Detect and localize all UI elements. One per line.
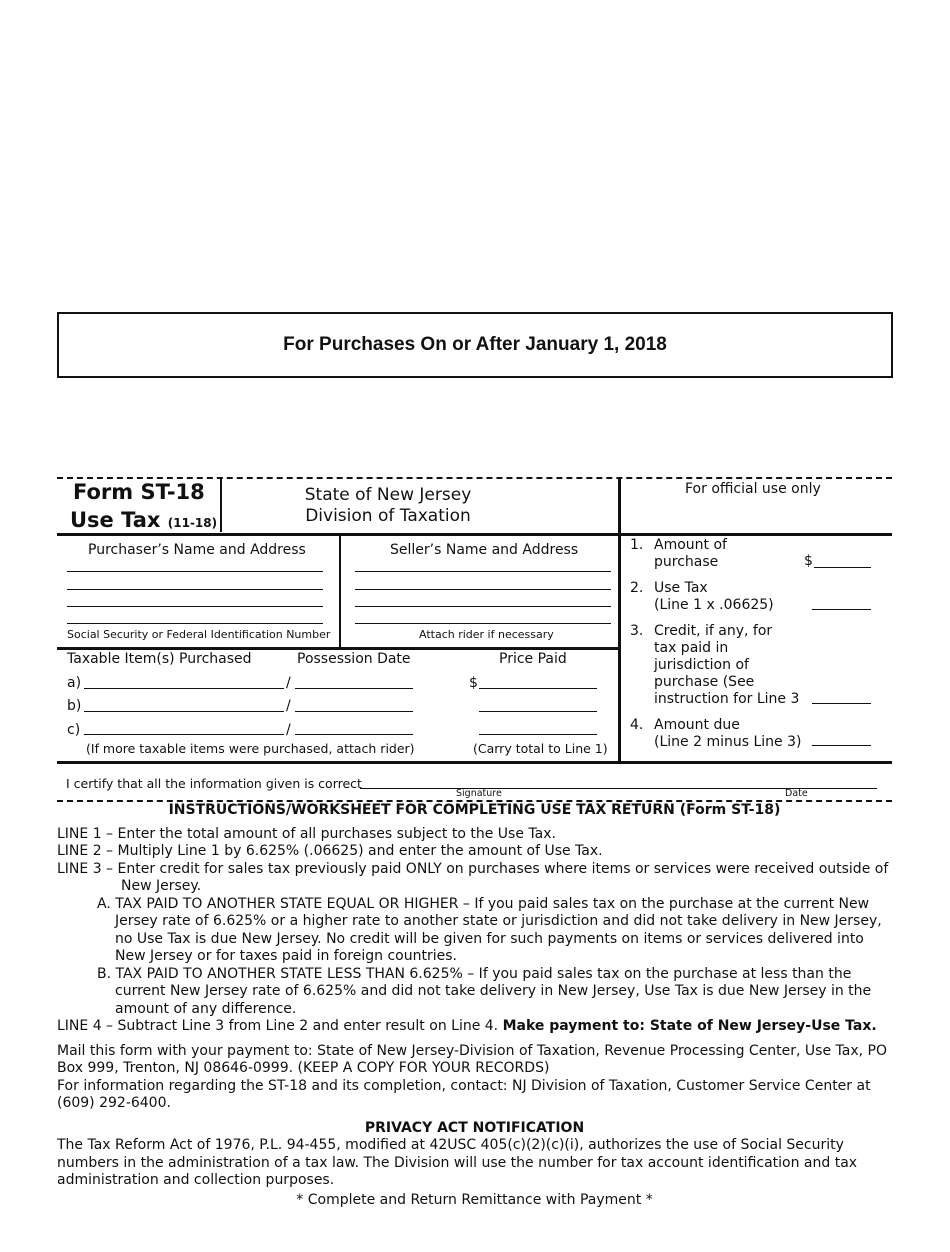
purchaser-line-2[interactable] [67,589,323,590]
price-dollar-sign: $ [469,675,478,691]
line-1-label [654,537,727,571]
item-row-b-label: b) [67,698,82,714]
ssn-field[interactable] [67,623,323,624]
price-a-field[interactable] [479,688,597,689]
official-use-label: For official use only [685,481,821,497]
item-b-field[interactable] [84,711,284,712]
remittance-footer: * Complete and Return Remittance with Payment * [296,1191,653,1208]
line-4-amount-field[interactable] [812,745,871,746]
line-3-text-4: purchase (See [654,674,755,690]
seller-line-1[interactable] [355,571,611,572]
item-row-c-label: c) [67,722,81,738]
line-1-dollar-sign: $ [804,553,813,569]
line-3-text-3: jurisdiction of [654,657,749,673]
items-header: Taxable Item(s) Purchased [67,651,252,667]
line-1-amount-field[interactable] [814,567,871,568]
items-top-rule [57,647,619,650]
notice-text: For Purchases On or After January 1, 2018 [283,334,667,355]
payment-payee: Make payment to: State of New Jersey-Use Tax. [502,1018,877,1034]
line-2-number: 2. [630,580,644,596]
line-4-label [654,717,801,751]
line-3-text-5: instruction for Line 3 [654,691,800,707]
purchaser-seller-divider [339,534,341,647]
privacy-title: PRIVACY ACT NOTIFICATION [364,1119,585,1136]
header-divider [220,478,222,532]
instruction-line-1: LINE 1 – Enter the total amount of all purchases subject to the Use Tax. [57,825,556,842]
purchaser-line-3[interactable] [67,606,323,607]
line-3-number: 3. [630,623,644,639]
state-name: State of New Jersey [304,485,472,505]
line-1-text-2: purchase [654,554,719,570]
more-items-note: (If more taxable items were purchased, attach rider) [86,741,415,756]
form-name-text: Use Tax [70,508,161,532]
line-1-text-1: Amount of [654,537,727,553]
instruction-line-3: LINE 3 – Enter credit for sales tax previously paid ONLY on purchases where items or services were received outside of New Jersey. [57,860,889,894]
line-4-text-1: Amount due [654,717,740,733]
line-2-amount-field[interactable] [812,609,871,610]
instruction-line-4 [57,1018,892,1036]
item-a-field[interactable] [84,688,284,689]
purchaser-line-1[interactable] [67,571,323,572]
purchase-date-notice [57,312,893,378]
instruction-line-4-text: LINE 4 – Subtract Line 3 from Line 2 and enter result on Line 4. [57,1018,499,1034]
rider-label: Attach rider if necessary [419,628,554,641]
line-3-label [654,623,799,708]
right-column-divider [618,478,621,763]
line-1-number: 1. [630,537,644,553]
item-c-slash: / [286,722,291,738]
line-3-text-2: tax paid in [654,640,729,656]
form-revision: (11-18) [167,516,218,530]
form-name [70,507,217,536]
item-row-a-label: a) [67,675,82,691]
purchaser-label: Purchaser’s Name and Address [88,542,306,558]
possession-b-field[interactable] [295,711,413,712]
instruction-line-3b: B. TAX PAID TO ANOTHER STATE LESS THAN 6.625% – If you paid sales tax on the purchase at less than the current New Jersey rate of 6.625% and did not take delivery in New Jersey, Use Tax is due New Jersey in the amount of any difference. [97,965,872,1017]
possession-header: Possession Date [297,651,411,667]
seller-line-4[interactable] [355,623,611,624]
item-c-field[interactable] [84,734,284,735]
line-2-label [654,580,774,614]
price-c-field[interactable] [479,734,597,735]
header-bottom-rule [57,533,892,536]
line-2-text-1: Use Tax [654,580,708,596]
instruction-line-2: LINE 2 – Multiply Line 1 by 6.625% (.06625) and enter the amount of Use Tax. [57,843,603,859]
item-b-slash: / [286,698,291,714]
contact-info: For information regarding the ST-18 and its completion, contact: NJ Division of Taxation, Customer Service Center at (609) 292-6400. [57,1077,871,1111]
st18-form [57,477,892,763]
seller-label: Seller’s Name and Address [390,542,579,558]
price-b-field[interactable] [479,711,597,712]
form-number: Form ST-18 [73,480,205,504]
certify-text: I certify that all the information given is correct [66,776,362,791]
seller-line-2[interactable] [355,589,611,590]
privacy-text: The Tax Reform Act of 1976, P.L. 94-455, modified at 42USC 405(c)(2)(c)(i), authorizes the use of Social Security numbers in the administration of a tax law. The Division will use the number for tax account identification and tax administration and collection purposes. [57,1137,858,1188]
possession-a-field[interactable] [295,688,413,689]
division-name: Division of Taxation [305,506,471,526]
price-header: Price Paid [499,651,567,667]
instructions-title: INSTRUCTIONS/WORKSHEET FOR COMPLETING USE TAX RETURN (Form ST-18) [168,802,781,818]
item-a-slash: / [286,675,291,691]
instructions-section [57,802,892,1209]
line-3-amount-field[interactable] [812,703,871,704]
agency-block [263,485,513,527]
ssn-label: Social Security or Federal Identification Number [67,628,331,641]
line-3-text-1: Credit, if any, for [654,623,773,639]
seller-line-3[interactable] [355,606,611,607]
form-bottom-rule [57,761,892,764]
carry-total-note: (Carry total to Line 1) [473,741,608,756]
date-label: Date [785,788,808,799]
signature-label: Signature [456,788,502,799]
mail-instructions: Mail this form with your payment to: State of New Jersey-Division of Taxation, Revenue Processing Center, Use Tax, PO Box 999, Trenton, NJ 08646-0999. (KEEP A COPY FOR YOUR RECORDS) [57,1042,887,1076]
instruction-line-3a: A. TAX PAID TO ANOTHER STATE EQUAL OR HIGHER – If you paid sales tax on the purchase at the current New Jersey rate of 6.625% or a higher rate to another state or jurisdiction and did not take delivery in New Jersey, no Use Tax is due New Jersey. No credit will be given for such payments on items or services delivered into New Jersey or for taxes paid in foreign countries. [97,895,882,964]
possession-c-field[interactable] [295,734,413,735]
line-2-text-2: (Line 1 x .06625) [654,597,774,613]
line-4-number: 4. [630,717,644,733]
line-4-text-2: (Line 2 minus Line 3) [654,734,802,750]
